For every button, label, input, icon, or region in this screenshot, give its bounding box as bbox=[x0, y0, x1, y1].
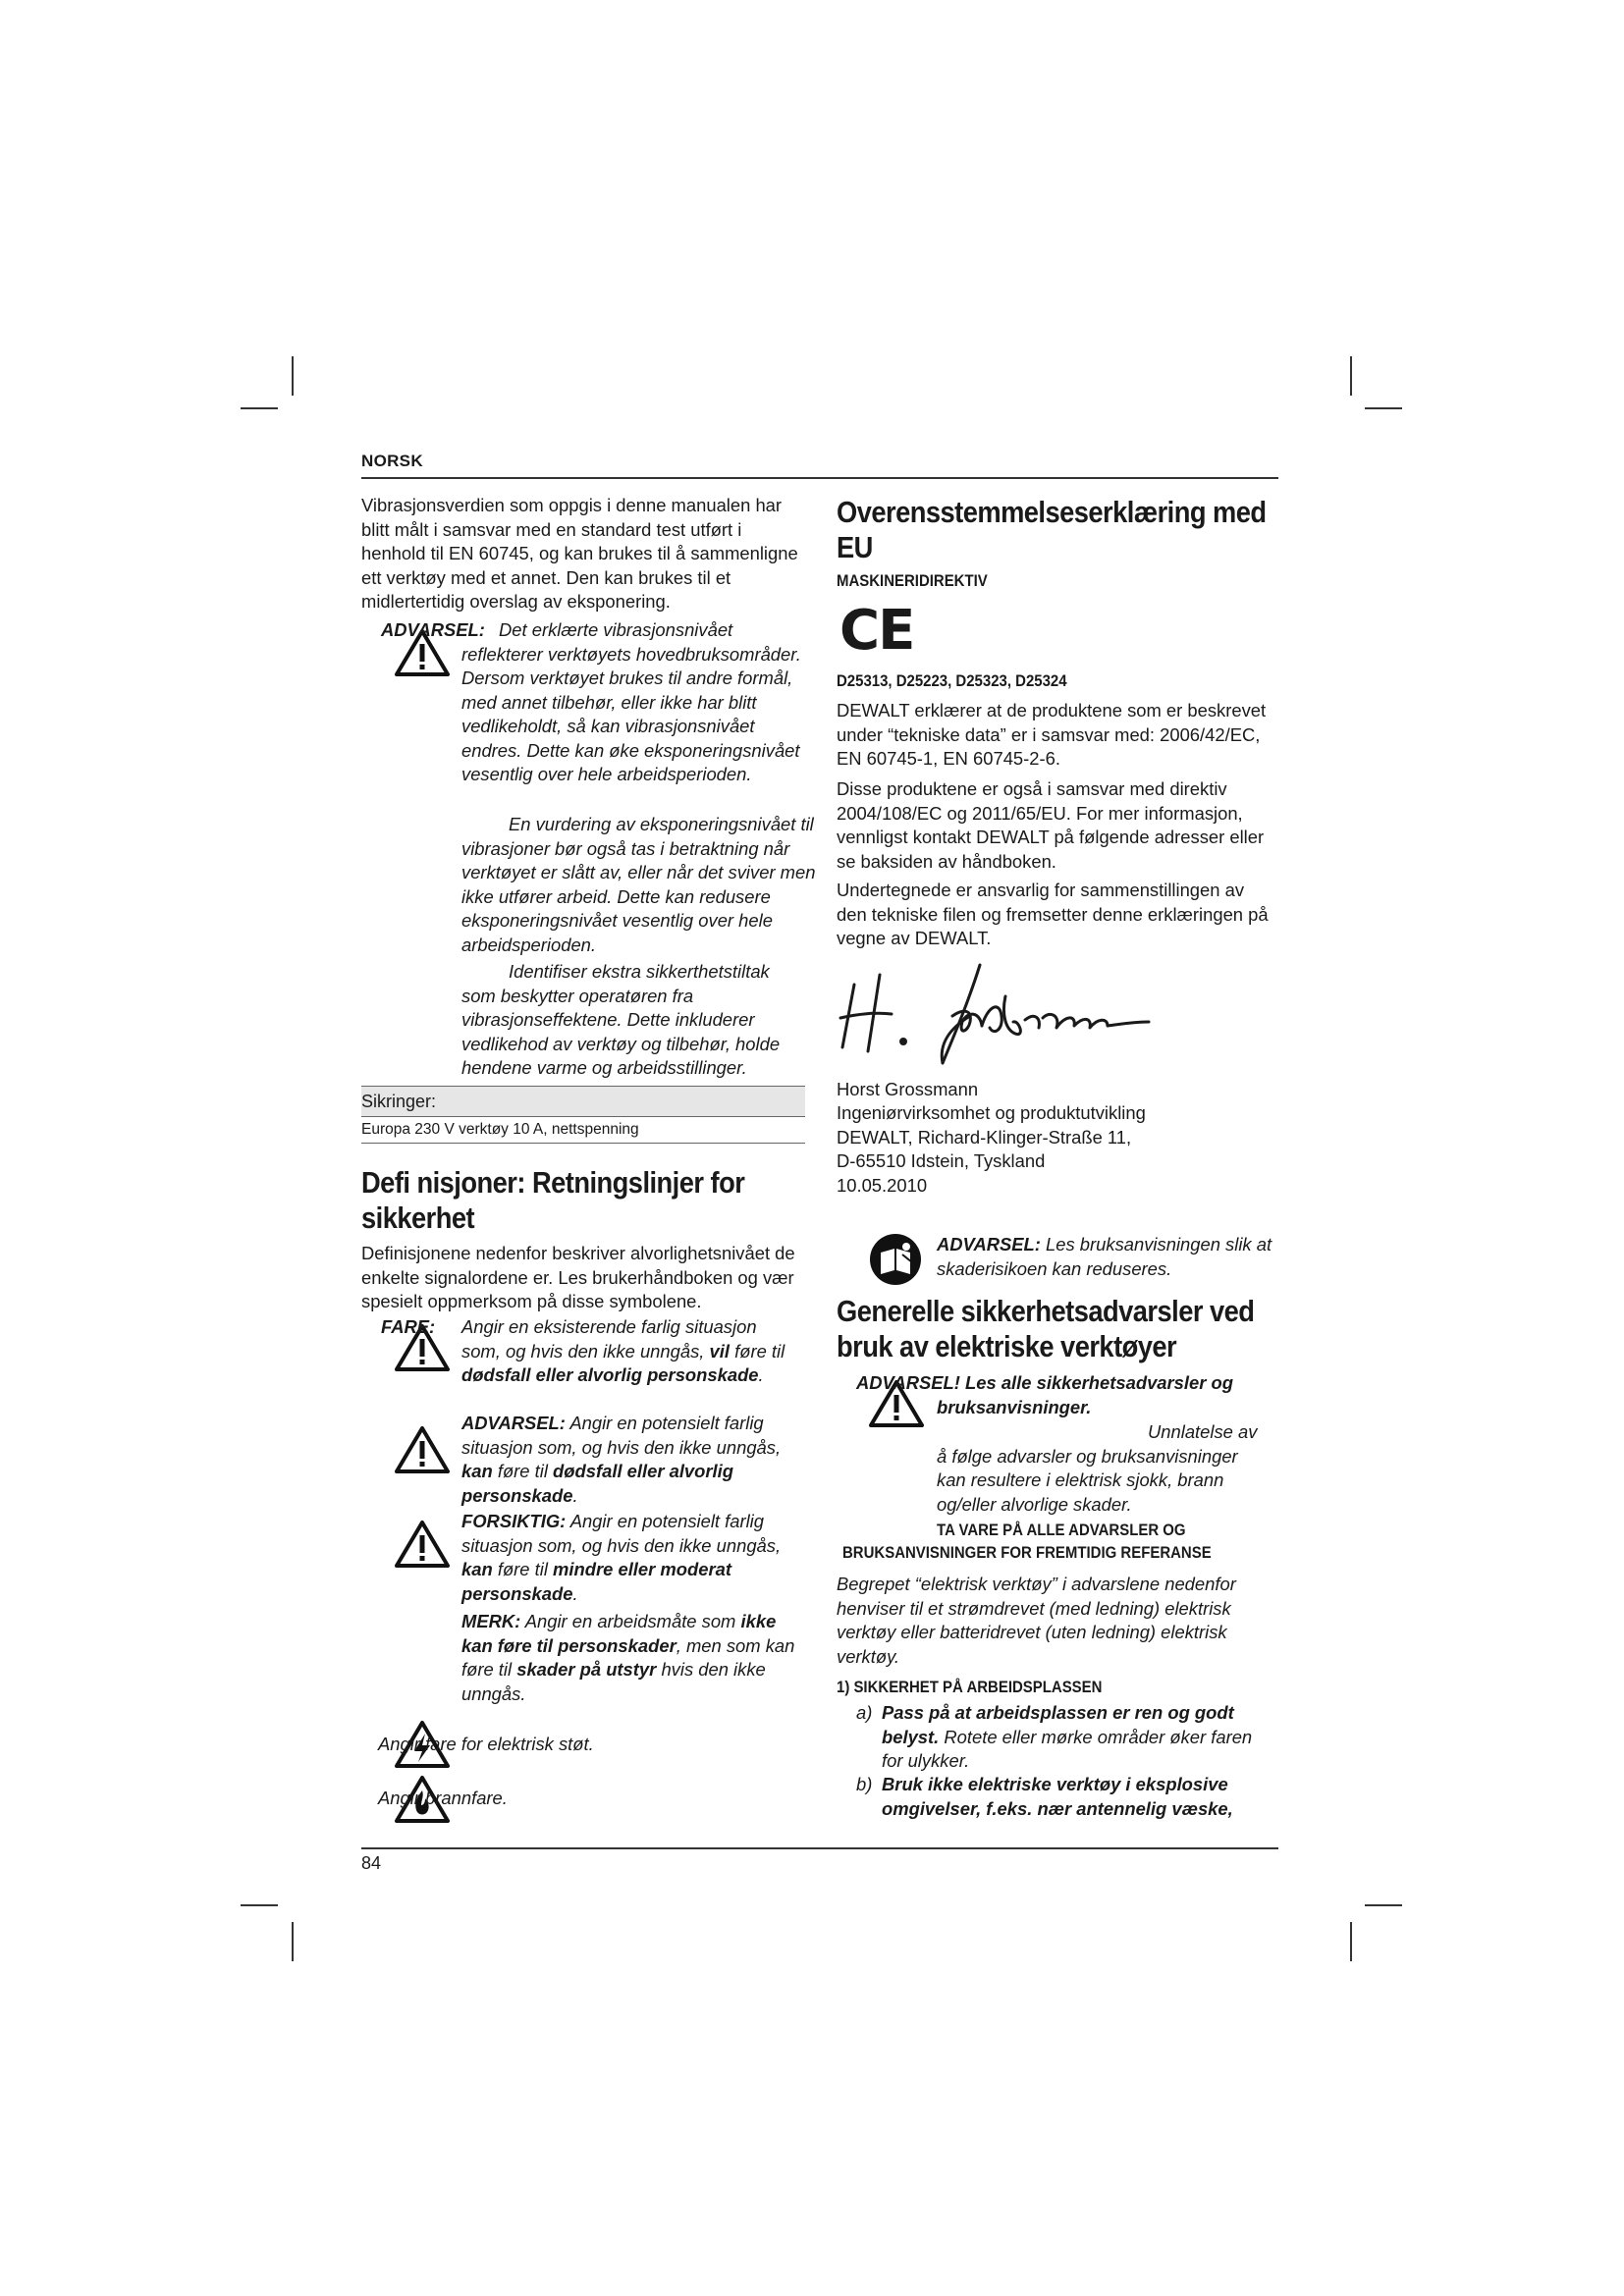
item-a-text: Rotete eller mørke områder øker faren for ulykker. bbox=[882, 1726, 1253, 1771]
read-manual-warning-label: ADVARSEL: bbox=[937, 1234, 1041, 1255]
signer-name: Horst Grossmann bbox=[837, 1079, 979, 1099]
note-text-2: , men som kan føre til bbox=[461, 1634, 795, 1680]
definitions-intro: Definisjonene nedenfor beskriver alvorlighetsnivået de enkelte signalordene er. Les brukerhåndboken og vær spesielt oppmerksom på disse symbolene. bbox=[361, 1243, 795, 1311]
keep-warnings-line-1: TA VARE PÅ ALLE ADVARSLER OG bbox=[937, 1521, 1186, 1539]
caution-bold-1: kan bbox=[461, 1559, 493, 1579]
page-number: 84 bbox=[361, 1853, 382, 1873]
signer-date: 10.05.2010 bbox=[837, 1175, 928, 1196]
language-label: NORSK bbox=[361, 452, 423, 470]
crop-mark bbox=[241, 1904, 278, 1906]
read-manual-warning bbox=[937, 1233, 1280, 1281]
vibration-warning-para3: Identifiser ekstra sikkerthetstiltak som beskytter operatøren fra vibrasjonseffektene. Dette inkluderer vedlikehod av verktøy og tilbehør, holde hendene varme og arbeidsstillinger. bbox=[461, 961, 781, 1078]
advarsel-label: ADVARSEL: bbox=[461, 1413, 566, 1433]
eu-declaration-title: Overensstemmelseserklæring med EU bbox=[837, 495, 1267, 564]
directive-heading: MASKINERIDIREKTIV bbox=[837, 571, 988, 590]
caution-label: FORSIKTIG: bbox=[461, 1511, 567, 1531]
note-label: MERK: bbox=[461, 1611, 521, 1631]
crop-mark bbox=[1350, 356, 1352, 396]
crop-mark bbox=[241, 407, 278, 409]
crop-mark bbox=[1350, 1922, 1352, 1961]
electric-shock-text: Angir fare for elektrisk støt. bbox=[378, 1734, 594, 1754]
signature bbox=[833, 957, 1157, 1070]
power-tool-term: Begrepet “elektrisk verktøy” i advarslene nedenfor henviser til et strømdrevet (med ledning) elektrisk verktøy eller batteridrevet (uten ledning) elektrisk verktøy. bbox=[837, 1574, 1236, 1667]
model-numbers: D25313, D25223, D25323, D25324 bbox=[837, 671, 1067, 690]
note-text-1: Angir en arbeidsmåte som bbox=[524, 1611, 736, 1631]
read-manual-warning-text: Les bruksanvisningen slik at skaderisikoen kan reduseres. bbox=[937, 1234, 1272, 1279]
crop-mark bbox=[1365, 407, 1402, 409]
item-b-marker: b) bbox=[856, 1774, 873, 1794]
advarsel-definition: ADVARSEL: Angir en potensielt farlig situasjon som, og hvis den ikke unngås, kan føre til dødsfall eller alvorlig personskade. bbox=[461, 1413, 782, 1506]
vibration-intro: Vibrasjonsverdien som oppgis i denne manualen har blitt målt i samsvar med en standard test utført i henhold til EN 60745, og kan brukes til å sammenligne ett verktøy med et annet. Den kan brukes til et midlertertidig overslag av eksponering. bbox=[361, 495, 798, 612]
caution-text-1: Angir en potensielt farlig situasjon som, og hvis den ikke unngås, bbox=[461, 1511, 782, 1556]
vibration-warning-text: Det erklærte vibrasjonsnivået reflekterer verktøyets hovedbruksområder. Dersom verktøyet brukes til andre formål, med annet tilbehør, eller ikke har blitt vedlikeholdt, så kan vibrasjonsnivået endres. Dette kan øke eksponeringsnivået vesentlig over hele arbeidsperioden. bbox=[461, 619, 801, 784]
vibration-warning-para2: En vurdering av eksponeringsnivået til vibrasjoner bør også tas i betraktning når verktøyet er slått av, eller når det sviver men ikke utfører arbeid. Dette kan redusere eksponeringsnivået vesentlig over hele arbeidsperioden. bbox=[461, 814, 816, 955]
danger-bold-1: vil bbox=[709, 1340, 730, 1362]
advarsel-text-2: føre til bbox=[497, 1461, 548, 1481]
signer-company: DEWALT, Richard-Klinger-Straße 11, bbox=[837, 1127, 1132, 1148]
fuse-table-heading: Sikringer: bbox=[361, 1086, 805, 1116]
declaration-para-1: DEWALT erklærer at de produktene som er beskrevet under “tekniske data” er i samsvar med: 2006/42/EC, EN 60745-1, EN 60745-2-6. bbox=[837, 700, 1267, 769]
crop-mark bbox=[292, 1922, 294, 1961]
crop-mark bbox=[1365, 1904, 1402, 1906]
general-warning-label: ADVARSEL! Les alle sikkerhetsadvarsler og bruksanvisninger. bbox=[856, 1372, 1233, 1417]
signer-city: D-65510 Idstein, Tyskland bbox=[837, 1150, 1046, 1171]
danger-text-1: Angir en eksisterende farlig situasjon som, og hvis den ikke unngås, bbox=[461, 1316, 757, 1362]
crop-mark bbox=[292, 356, 294, 396]
workplace-safety-heading: 1) SIKKERHET PÅ ARBEIDSPLASSEN bbox=[837, 1678, 1103, 1696]
general-safety-title: Generelle sikkerhetsadvarsler ved bruk av elektriske verktøyer bbox=[837, 1294, 1255, 1363]
read-manual-icon bbox=[869, 1233, 922, 1286]
note-bold-1: ikke kan føre til personskader bbox=[461, 1611, 777, 1656]
advarsel-text-1: Angir en potensielt farlig situasjon som, og hvis den ikke unngås, bbox=[461, 1413, 782, 1458]
caution-triangle-icon bbox=[395, 1520, 450, 1569]
footer-rule bbox=[361, 1847, 1278, 1849]
fire-text: Angir brannfare. bbox=[378, 1788, 508, 1808]
item-a bbox=[882, 1701, 1274, 1774]
warning-label: ADVARSEL: bbox=[381, 619, 485, 640]
note-text-3: hvis den ikke unngås. bbox=[461, 1659, 766, 1704]
definitions-title: Defi nisjoner: Retningslinjer for sikkerhet bbox=[361, 1165, 745, 1235]
general-warning-text: Unnlatelse av å følge advarsler og bruksanvisninger kan resultere i elektrisk sjokk, brann og/eller alvorlige skader. bbox=[937, 1421, 1258, 1515]
item-a-marker: a) bbox=[856, 1702, 873, 1723]
item-b: Bruk ikke elektriske verktøy i eksplosive omgivelser, f.eks. nær antennelig væske, bbox=[882, 1774, 1233, 1819]
warning-triangle-icon bbox=[395, 1425, 450, 1474]
note-definition bbox=[461, 1610, 805, 1706]
danger-text: Angir en eksisterende farlig situasjon som, og hvis den ikke unngås, vil føre til dødsfall eller alvorlig personskade. bbox=[461, 1316, 785, 1385]
danger-label: FARE: bbox=[381, 1316, 436, 1337]
caution-definition: FORSIKTIG: Angir en potensielt farlig situasjon som, og hvis den ikke unngås, kan føre til mindre eller moderat personskade. bbox=[461, 1511, 782, 1604]
caution-text-2: føre til bbox=[497, 1559, 548, 1579]
fuse-table-row: Europa 230 V verktøy 10 A, nettspenning bbox=[361, 1116, 805, 1144]
header-rule bbox=[361, 477, 1278, 479]
declaration-para-2: Disse produktene er også i samsvar med direktiv 2004/108/EC og 2011/65/EU. For mer informasjon, vennligst kontakt DEWALT på følgende adresser eller se baksiden av håndboken. bbox=[837, 778, 1265, 872]
caution-bold-2: mindre eller moderat personskade bbox=[461, 1559, 731, 1604]
advarsel-bold-2: dødsfall eller alvorlig personskade bbox=[461, 1461, 734, 1506]
advarsel-bold-1: kan bbox=[461, 1461, 493, 1481]
danger-text-2: føre til bbox=[734, 1340, 785, 1362]
fuse-table bbox=[361, 1086, 805, 1144]
signer-title: Ingeniørvirksomhet og produktutvikling bbox=[837, 1102, 1146, 1123]
ce-mark: CE bbox=[839, 599, 914, 663]
item-a-bold: Pass på at arbeidsplassen er ren og godt belyst. bbox=[882, 1702, 1234, 1747]
danger-bold-2: dødsfall eller alvorlig personskade bbox=[461, 1364, 759, 1385]
keep-warnings-line-2: BRUKSANVISNINGER FOR FREMTIDIG REFERANSE bbox=[842, 1543, 1212, 1562]
note-bold-2: skader på utstyr bbox=[516, 1659, 657, 1680]
declaration-para-3: Undertegnede er ansvarlig for sammenstillingen av den tekniske filen og fremsetter denne erklæringen på vegne av DEWALT. bbox=[837, 880, 1269, 948]
